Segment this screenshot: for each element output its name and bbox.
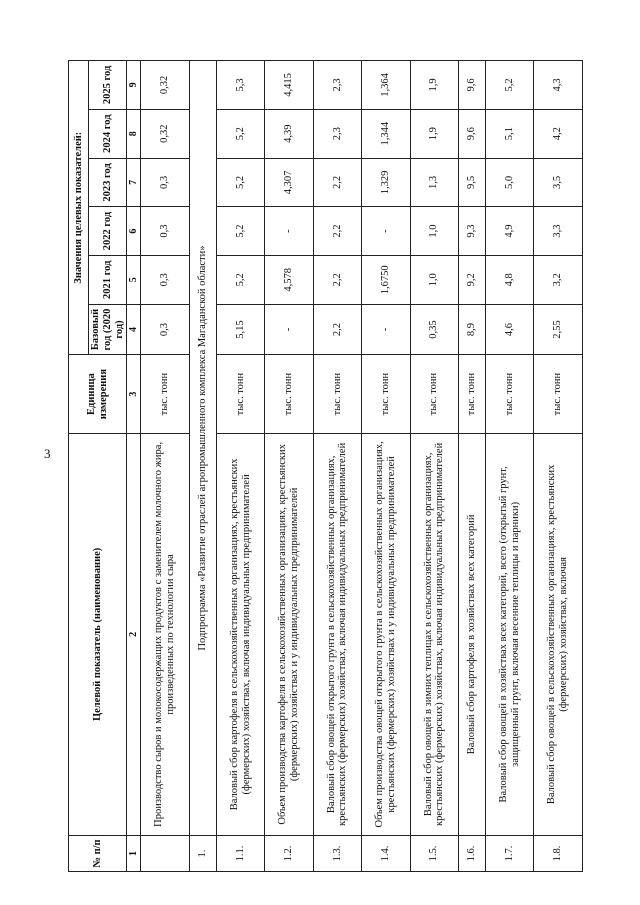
value-cell: 1,0 <box>410 255 458 304</box>
unit: тыс. тонн <box>265 355 313 433</box>
value-cell: 2,55 <box>534 304 583 355</box>
value-cell: 4,9 <box>486 207 534 256</box>
header-no: № п/п <box>69 836 127 872</box>
column-number-row <box>127 61 141 872</box>
header-indicator: Целевой показатель (наименование) <box>69 433 127 835</box>
subprogram-row <box>189 61 216 872</box>
value-cell: 2,3 <box>313 61 361 110</box>
value-cell: 9,6 <box>459 61 486 110</box>
column-number: 1 <box>127 836 141 872</box>
value-cell: 0,3 <box>141 207 189 256</box>
table-row <box>486 61 534 872</box>
table-row <box>265 61 313 872</box>
value-cell: 9,6 <box>459 109 486 158</box>
value-cell: 0,3 <box>141 255 189 304</box>
header-year-2023: 2023 год <box>89 158 127 207</box>
value-cell: 4,578 <box>265 255 313 304</box>
header-year-2025: 2025 год <box>89 61 127 110</box>
column-number: 3 <box>127 355 141 433</box>
table-row <box>534 61 583 872</box>
header-values-group: Значения целевых показателей: <box>69 61 89 355</box>
header-year-2022: 2022 год <box>89 207 127 256</box>
header-base-year: Базовый год (2020 год) <box>89 304 127 355</box>
row-no: 1.5. <box>410 836 458 872</box>
value-cell: 2,2 <box>313 255 361 304</box>
value-cell: 9,3 <box>459 207 486 256</box>
value-cell: 4,2 <box>534 109 583 158</box>
unit: тыс. тонн <box>534 355 583 433</box>
subprogram-title: Подпрограмма «Развитие отраслей агропромышленного комплекса Магаданской области» <box>189 61 216 836</box>
unit: тыс. тонн <box>216 355 264 433</box>
row-no: 1.8. <box>534 836 583 872</box>
value-cell: 4,6 <box>486 304 534 355</box>
value-cell: 5,15 <box>216 304 264 355</box>
table-row <box>313 61 361 872</box>
indicator-name: Валовый сбор овощей в сельскохозяйственных организациях, крестьянских (фермерских) хозяйствах, включая <box>534 433 583 835</box>
value-cell: 3,3 <box>534 207 583 256</box>
value-cell: 1,6750 <box>362 255 410 304</box>
value-cell: 5,2 <box>486 61 534 110</box>
indicator-name: Объем производства картофеля в сельскохозяйственных организациях, крестьянских (фермерских) хозяйствах и у индивидуальных предпринимателей <box>265 433 313 835</box>
table-row <box>141 61 189 872</box>
value-cell: 4,39 <box>265 109 313 158</box>
row-no <box>141 836 189 872</box>
indicator-name: Объем производства овощей открытого грунта в сельскохозяйственных организациях, крестьянских (фермерских) хозяйствах и у индивидуальных предпринимателей <box>362 433 410 835</box>
unit: тыс. тонн <box>362 355 410 433</box>
rotated-table-container <box>68 60 583 872</box>
value-cell: 5,2 <box>216 158 264 207</box>
value-cell: 2,3 <box>313 109 361 158</box>
table-row <box>410 61 458 872</box>
value-cell: 4,415 <box>265 61 313 110</box>
value-cell: 2,2 <box>313 207 361 256</box>
value-cell: 0,3 <box>141 158 189 207</box>
value-cell: 0,3 <box>141 304 189 355</box>
column-number: 2 <box>127 433 141 835</box>
value-cell: - <box>362 304 410 355</box>
table-row <box>459 61 486 872</box>
row-no: 1.6. <box>459 836 486 872</box>
unit: тыс. тонн <box>410 355 458 433</box>
value-cell: 5,0 <box>486 158 534 207</box>
header-year-2024: 2024 год <box>89 109 127 158</box>
value-cell: 0,32 <box>141 61 189 110</box>
column-number: 8 <box>127 109 141 158</box>
table-row <box>362 61 410 872</box>
column-number: 4 <box>127 304 141 355</box>
unit: тыс. тонн <box>486 355 534 433</box>
value-cell: 1,9 <box>410 109 458 158</box>
indicator-name: Производство сыров и молокосодержащих продуктов с заменителем молочного жира, произведенных по технологии сыра <box>141 433 189 835</box>
unit: тыс. тонн <box>459 355 486 433</box>
value-cell: 5,2 <box>216 207 264 256</box>
value-cell: 3,2 <box>534 255 583 304</box>
value-cell: 2,2 <box>313 158 361 207</box>
value-cell: 5,1 <box>486 109 534 158</box>
column-number: 7 <box>127 158 141 207</box>
indicator-name: Валовый сбор картофеля в сельскохозяйственных организациях, крестьянских (фермерских) хозяйствах, включая индивидуальных предпринимателей <box>216 433 264 835</box>
column-number: 5 <box>127 255 141 304</box>
value-cell: 1,9 <box>410 61 458 110</box>
value-cell: 1,0 <box>410 207 458 256</box>
value-cell: 5,2 <box>216 255 264 304</box>
page-number: 3 <box>44 446 51 461</box>
value-cell: 4,307 <box>265 158 313 207</box>
value-cell: 1,329 <box>362 158 410 207</box>
row-no: 1.2. <box>265 836 313 872</box>
value-cell: 2,2 <box>313 304 361 355</box>
value-cell: 1,364 <box>362 61 410 110</box>
value-cell: 1,344 <box>362 109 410 158</box>
value-cell: 1,3 <box>410 158 458 207</box>
table-row <box>216 61 264 872</box>
value-cell: 0,35 <box>410 304 458 355</box>
indicator-name: Валовый сбор овощей в зимних теплицах в сельскохозяйственных организациях, крестьянских (фермерских) хозяйствах, включая индивидуальных предпринимателей <box>410 433 458 835</box>
value-cell: 9,5 <box>459 158 486 207</box>
indicator-name: Валовый сбор овощей в хозяйствах всех категорий, всего (открытый грунт, защищенный грунт, включая весенние теплицы и парники) <box>486 433 534 835</box>
column-number: 6 <box>127 207 141 256</box>
row-no: 1.4. <box>362 836 410 872</box>
value-cell: - <box>362 207 410 256</box>
unit: тыс. тонн <box>313 355 361 433</box>
value-cell: 0,32 <box>141 109 189 158</box>
header-year-2021: 2021 год <box>89 255 127 304</box>
value-cell: 4,8 <box>486 255 534 304</box>
indicator-name: Валовый сбор картофеля в хозяйствах всех категорий <box>459 433 486 835</box>
value-cell: 4,3 <box>534 61 583 110</box>
value-cell: 3,5 <box>534 158 583 207</box>
value-cell: - <box>265 304 313 355</box>
header-unit: Единица измерения <box>69 355 127 433</box>
column-number: 9 <box>127 61 141 110</box>
row-no: 1.1. <box>216 836 264 872</box>
subprogram-no: 1. <box>189 836 216 872</box>
target-indicators-table <box>68 60 583 872</box>
value-cell: 8,9 <box>459 304 486 355</box>
row-no: 1.3. <box>313 836 361 872</box>
row-no: 1.7. <box>486 836 534 872</box>
indicator-name: Валовый сбор овощей открытого грунта в сельскохозяйственных организациях, крестьянских (фермерских) хозяйствах, включая индивидуальных предпринимателей <box>313 433 361 835</box>
unit: тыс. тонн <box>141 355 189 433</box>
value-cell: 5,2 <box>216 109 264 158</box>
value-cell: - <box>265 207 313 256</box>
value-cell: 5,3 <box>216 61 264 110</box>
value-cell: 9,2 <box>459 255 486 304</box>
